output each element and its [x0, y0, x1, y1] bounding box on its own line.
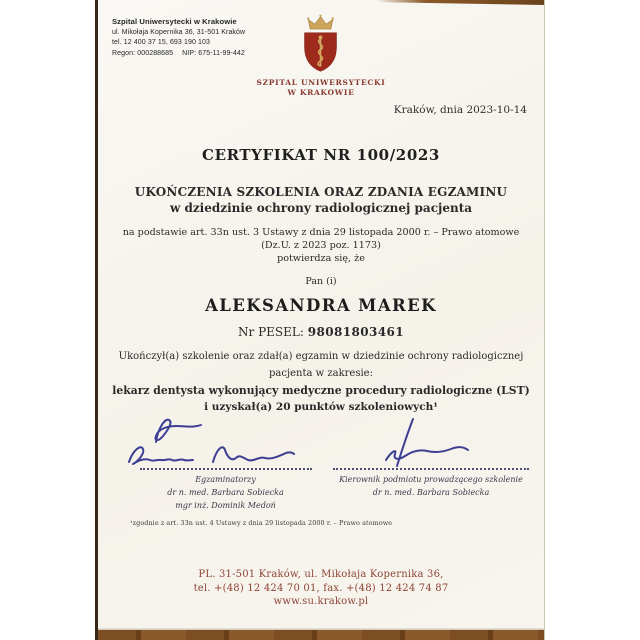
- signature-role-right: Kierownik podmiotu prowadzącego szkolenie: [339, 475, 523, 484]
- legal-basis-line2: (Dz.U. z 2023 poz. 1173): [261, 240, 381, 251]
- crest-caption-line2: W KRAKOWIE: [287, 88, 355, 97]
- confirmation-line: potwierdza się, że: [277, 253, 365, 264]
- recipient-name: ALEKSANDRA MAREK: [205, 296, 437, 315]
- footer-phone-fax: tel. +(48) 12 424 70 01, fax. +(48) 12 424 74 87: [193, 582, 449, 594]
- signature-scribble-right-icon: [331, 416, 531, 468]
- signature-scribble-left-icon: [123, 416, 328, 468]
- signature-name-left-2: mgr inż. Dominik Medoń: [175, 501, 276, 510]
- hospital-address: ul. Mikołaja Kopernika 36, 31-501 Kraków: [112, 28, 246, 36]
- table-surface-bottom: [98, 630, 544, 640]
- hospital-phone: tel. 12 400 37 15, 693 190 103: [112, 39, 210, 46]
- table-surface-top: [374, 0, 544, 5]
- footnote: ¹zgodnie z art. 33n ust. 4 Ustawy z dnia 29 listopada 2000 r. – Prawo atomowe: [130, 519, 393, 527]
- signature-name-right-1: dr n. med. Barbara Sobiecka: [372, 488, 490, 497]
- hospital-regon: Regon: 000288685: [112, 49, 174, 57]
- certificate-photo: [95, 0, 545, 640]
- hospital-contact-block: [112, 17, 245, 59]
- hospital-ids: [112, 49, 245, 60]
- signature-role-left: Egzaminatorzy: [195, 475, 256, 484]
- hospital-nip: NIP: 675-11-99-442: [182, 49, 245, 57]
- signature-block-manager: [331, 416, 531, 499]
- signature-dotted-line-right: [333, 468, 529, 470]
- pesel-label: Nr PESEL:: [238, 325, 304, 339]
- certificate-title: CERTYFIKAT NR 100/2023: [202, 146, 440, 164]
- signature-block-examiners: [123, 416, 328, 512]
- pesel-line: [98, 325, 544, 339]
- signature-captions-right: [331, 473, 531, 499]
- certificate-subtitle-1: UKOŃCZENIA SZKOLENIA ORAZ ZDANIA EGZAMINU: [134, 185, 508, 199]
- hospital-crest: [257, 13, 386, 98]
- footer-address: PL. 31-501 Kraków, ul. Mikołaja Kopernika 36,: [198, 569, 444, 580]
- footer-website: www.su.krakow.pl: [273, 596, 369, 607]
- signature-name-left-1: dr n. med. Barbara Sobiecka: [167, 488, 284, 497]
- footer-contact: [98, 568, 544, 609]
- training-scope: lekarz dentysta wykonujący medyczne procedury radiologiczne (LST): [112, 384, 530, 397]
- recipient-salutation: Pan (i): [305, 276, 337, 287]
- signature-captions-left: [123, 473, 328, 512]
- hospital-name: Szpital Uniwersytecki w Krakowie: [112, 17, 237, 26]
- pesel-value: 98081803461: [307, 325, 404, 339]
- certificate-subtitle-2: w dziedzinie ochrony radiologicznej pacjenta: [169, 201, 473, 215]
- crest-caption-line1: SZPITAL UNIWERSYTECKI: [256, 78, 386, 87]
- crest-caption: [257, 78, 386, 98]
- completion-statement-line2: pacjenta w zakresie:: [269, 368, 373, 379]
- crest-icon: [299, 13, 343, 75]
- completion-statement-line1: Ukończył(a) szkolenie oraz zdał(a) egzamin w dziedzinie ochrony radiologicznej: [118, 351, 524, 362]
- signature-dotted-line-left: [140, 468, 312, 470]
- date-line: Kraków, dnia 2023-10-14: [393, 104, 527, 116]
- legal-basis-line1: na podstawie art. 33n ust. 3 Ustawy z dnia 29 listopada 2000 r. – Prawo atomowe: [122, 227, 520, 238]
- training-points: i uzyskał(a) 20 punktów szkoleniowych¹: [204, 401, 438, 413]
